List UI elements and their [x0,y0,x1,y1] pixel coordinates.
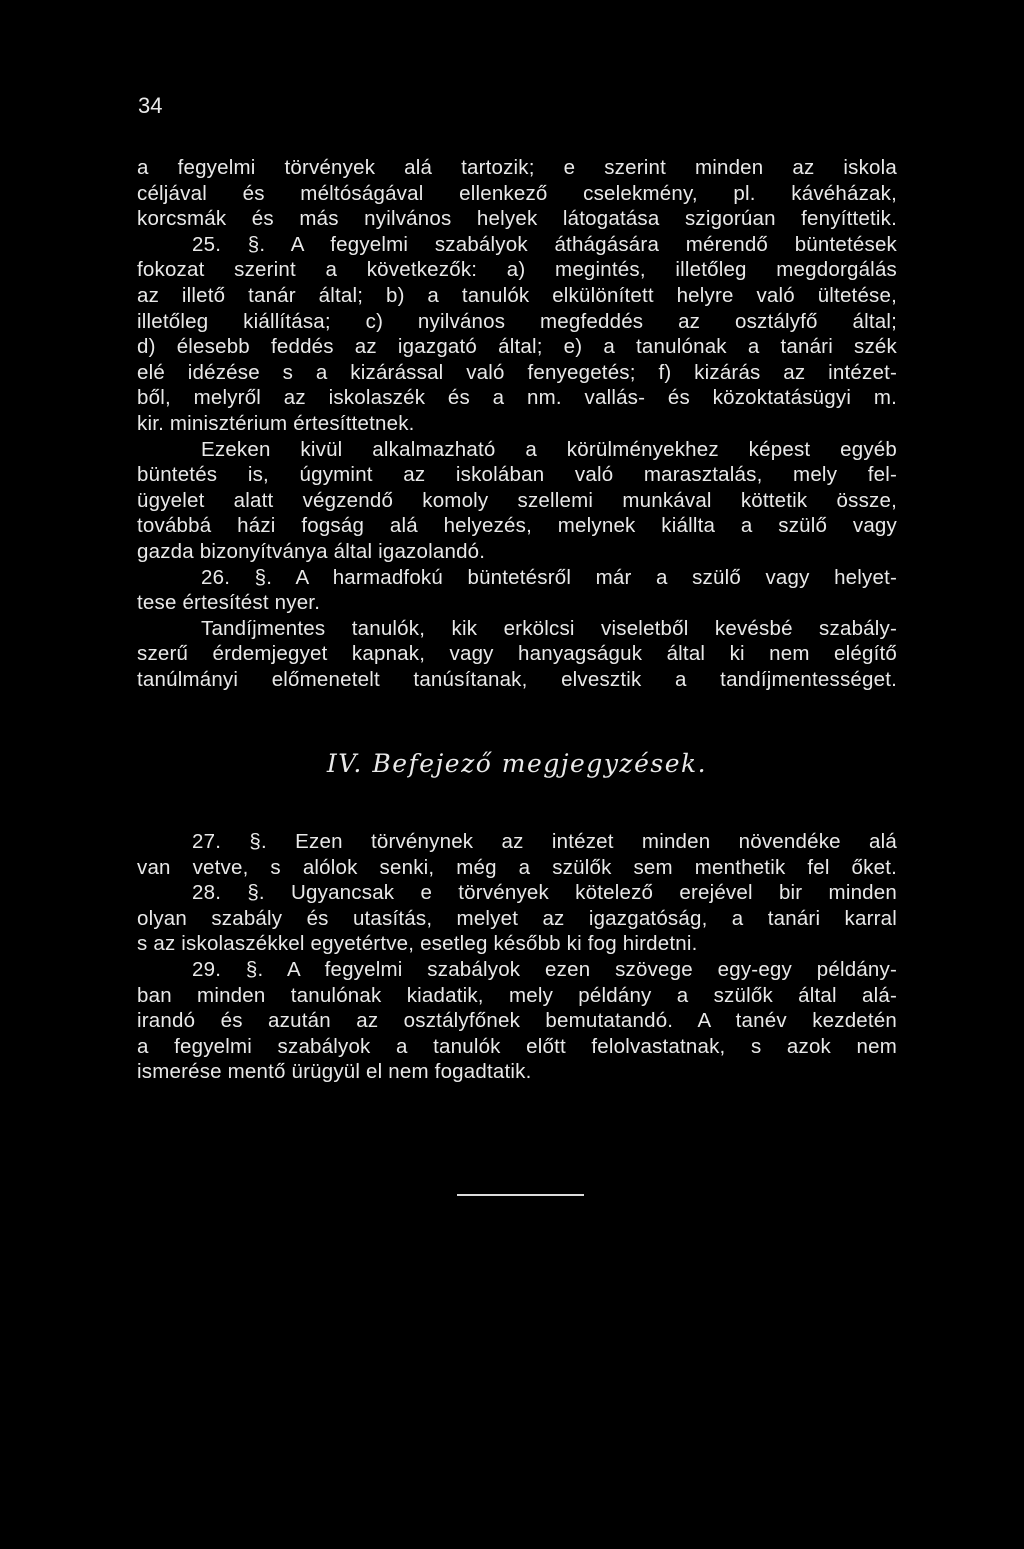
body-text-lower [137,829,897,1085]
text-line: Ezeken kivül alkalmazható a körülményekhez képest egyéb [201,437,897,461]
text-line: ban minden tanulónak kiadatik, mely példány a szülők által alá- [137,983,897,1007]
text-line: a fegyelmi szabályok a tanulók előtt felolvastatnak, s azok nem [137,1034,897,1058]
text-line: elé idézése s a kizárással való fenyegetés; f) kizárás az intézet- [137,360,897,384]
section-heading: IV. Befejező megjegyzések. [326,749,708,778]
text-line: kir. minisztérium értesíttetnek. [137,411,415,435]
text-line: 28. §. Ugyancsak e törvények kötelező erejével bir minden [192,881,897,905]
text-line: tese értesítést nyer. [137,591,321,615]
text-line: az illető tanár által; b) a tanulók elkülönített helyre való ültetése, [137,283,897,307]
text-line: szerű érdemjegyet kapnak, vagy hanyagságuk által ki nem elégítő [137,642,897,666]
text-line: büntetés is, úgymint az iskolában való marasztalás, mely fel- [137,463,897,487]
body-text-upper [137,155,897,692]
text-line: 29. §. A fegyelmi szabályok ezen szövege egy-egy példány- [192,957,897,981]
text-line: 27. §. Ezen törvénynek az intézet minden növendéke alá [192,830,897,853]
text-line: s az iskolaszékkel egyetértve, esetleg később ki fog hirdetni. [137,932,698,956]
end-divider [457,1194,584,1196]
text-line: 26. §. A harmadfokú büntetésről már a szülő vagy helyet- [201,565,897,589]
text-line: irandó és azután az osztályfőnek bemutatandó. A tanév kezdetén [137,1009,897,1033]
text-line: céljával és méltóságával ellenkező cselekmény, pl. kávéházak, [137,181,897,205]
text-line: fokozat szerint a következők: a) megintés, illetőleg megdorgálás [137,258,897,282]
text-line: olyan szabály és utasítás, melyet az igazgatóság, a tanári karral [137,906,897,930]
text-line: 25. §. A fegyelmi szabályok áthágására mérendő büntetések [192,232,897,256]
text-line: ből, melyről az iskolaszék és a nm. vallás- és közoktatásügyi m. [137,386,897,410]
text-line: gazda bizonyítványa által igazolandó. [137,539,486,563]
text-line: ismerése mentő ürügyül el nem fogadtatik. [137,1060,532,1084]
text-line: d) élesebb feddés az igazgató által; e) a tanulónak a tanári szék [137,335,897,359]
text-line: Tandíjmentes tanulók, kik erkölcsi viseletből kevésbé szabály- [201,616,897,640]
text-line: korcsmák és más nyilvános helyek látogatása szigorúan fenyíttetik. [137,207,897,231]
text-line: ügyelet alatt végzendő komoly szellemi munkával köttetik össze, [137,488,897,512]
page-number: 34 [138,93,163,118]
text-line: továbbá házi fogság alá helyezés, melynek kiállta a szülő vagy [137,514,897,538]
text-line: van vetve, s alólok senki, még a szülők sem menthetik fel őket. [137,855,897,879]
text-line: illetőleg kiállítása; c) nyilvános megfeddés az osztályfő által; [137,309,897,333]
text-line: a fegyelmi törvények alá tartozik; e szerint minden az iskola [137,156,897,179]
text-line: tanúlmányi előmenetelt tanúsítanak, elvesztik a tandíjmentességet. [137,667,897,691]
